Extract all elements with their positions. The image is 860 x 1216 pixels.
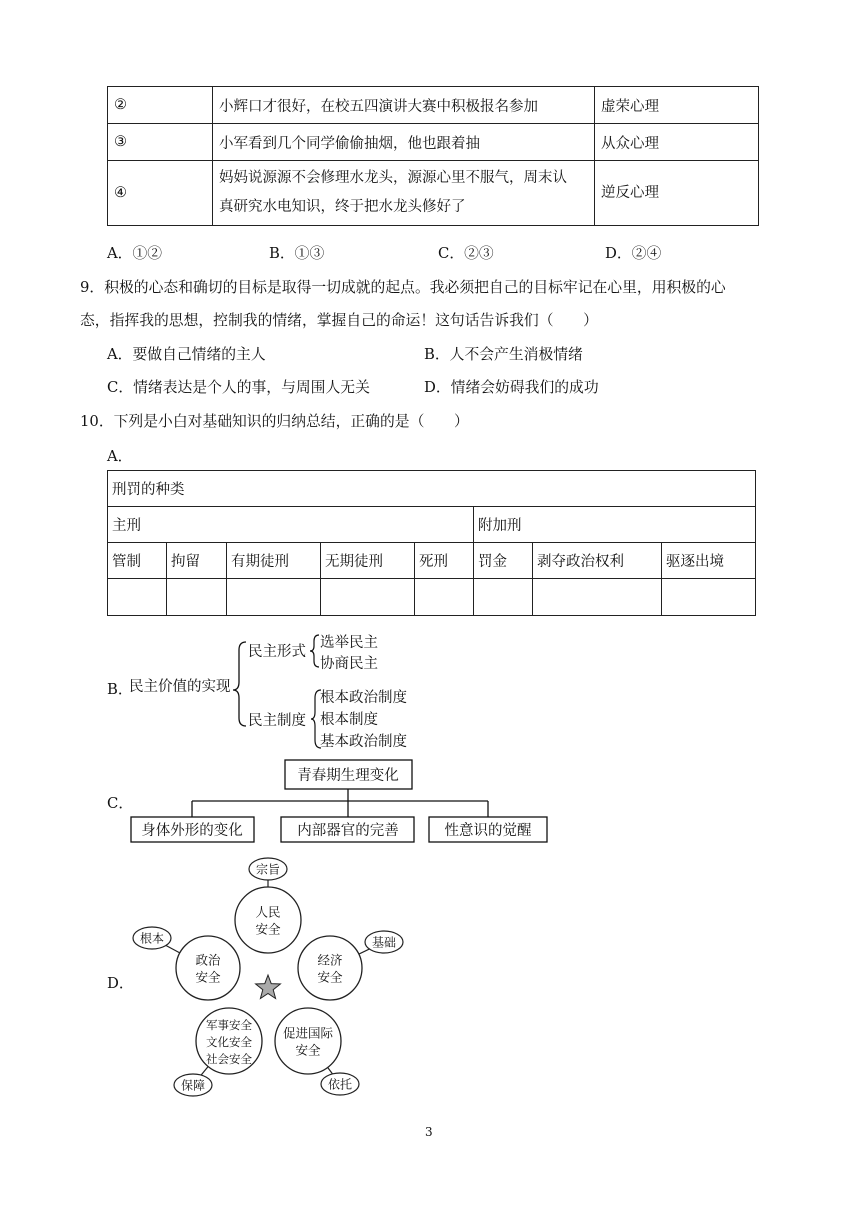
- table-row: [108, 87, 759, 124]
- q10-stem: 10．下列是小白对基础知识的归纳总结，正确的是（ ）: [80, 413, 469, 430]
- q9-option-d[interactable]: D．情绪会妨碍我们的成功: [424, 379, 599, 396]
- table-row: [108, 579, 756, 616]
- penalty-type: 罚金: [474, 543, 533, 579]
- brace-shape: [310, 635, 319, 667]
- empty-cell: [108, 579, 167, 616]
- q10-option-b-label[interactable]: B．: [107, 681, 133, 698]
- q9-option-b[interactable]: B．人不会产生消极情绪: [424, 346, 583, 363]
- q9-option-a[interactable]: A．要做自己情绪的主人: [107, 346, 266, 363]
- security-node-label: 社会安全: [206, 1052, 252, 1066]
- puberty-tree-diagram: [125, 756, 555, 846]
- penalty-type: 管制: [108, 543, 167, 579]
- democracy-form: 民主形式: [248, 644, 306, 660]
- row-number: ②: [108, 87, 213, 124]
- puberty-child: 内部器官的完善: [297, 823, 399, 839]
- security-star-diagram: [125, 852, 415, 1104]
- table-row: [108, 161, 759, 226]
- row-psych: 从众心理: [595, 124, 759, 161]
- page-number: 3: [425, 1125, 433, 1139]
- democracy-brace-diagram: [125, 630, 425, 754]
- row-number: ③: [108, 124, 213, 161]
- q9-stem-line: 9．积极的心态和确切的目标是取得一切成就的起点。我必须把自己的目标牢记在心里，用积极的心: [80, 279, 726, 296]
- puberty-child: 身体外形的变化: [141, 823, 243, 839]
- security-node-label: 安全: [317, 969, 343, 985]
- security-tag-label: 宗旨: [255, 862, 281, 877]
- main-penalty-header: 主刑: [108, 507, 474, 543]
- democracy-form-item: 选举民主: [320, 635, 378, 651]
- row-text-line: 真研究水电知识，终于把水龙头修好了: [219, 199, 466, 215]
- q8-option-d[interactable]: D．②④: [605, 245, 662, 262]
- q8-option-a[interactable]: A．①②: [107, 245, 163, 262]
- star-icon: [256, 975, 281, 999]
- row-number: ④: [108, 161, 213, 226]
- security-node-circle: [176, 936, 240, 1000]
- democracy-system: 民主制度: [248, 713, 306, 729]
- q8-option-c[interactable]: C．②③: [438, 245, 494, 262]
- row-psych: 虚荣心理: [595, 87, 759, 124]
- security-tag-label: 基础: [371, 935, 397, 950]
- security-node-label: 文化安全: [206, 1035, 252, 1049]
- security-node-label: 军事安全: [206, 1018, 252, 1032]
- security-node-label: 安全: [195, 969, 221, 985]
- q10-option-d-label[interactable]: D．: [107, 975, 134, 992]
- security-tag-label: 保障: [180, 1078, 206, 1093]
- security-node-circle: [235, 887, 301, 953]
- democracy-form-item: 协商民主: [320, 656, 378, 672]
- security-node-circle: [275, 1008, 341, 1074]
- empty-cell: [167, 579, 227, 616]
- row-text: 小军看到几个同学偷偷抽烟，他也跟着抽: [213, 124, 595, 161]
- puberty-child: 性意识的觉醒: [444, 823, 532, 839]
- democracy-root: 民主价值的实现: [129, 679, 231, 695]
- penalty-type: 拘留: [167, 543, 227, 579]
- brace-shape: [233, 642, 246, 726]
- puberty-root: 青春期生理变化: [297, 768, 399, 784]
- q9-option-c[interactable]: C．情绪表达是个人的事，与周围人无关: [107, 379, 370, 396]
- democracy-system-item: 根本制度: [320, 712, 378, 728]
- q10-option-c-label[interactable]: C．: [107, 795, 134, 812]
- penalty-type: 剥夺政治权利: [533, 543, 662, 579]
- security-node-label: 政治: [195, 952, 221, 968]
- q10-option-a-label[interactable]: A．: [107, 448, 133, 465]
- empty-cell: [662, 579, 756, 616]
- empty-cell: [321, 579, 415, 616]
- penalty-type: 无期徒刑: [321, 543, 415, 579]
- security-node-label: 促进国际: [282, 1025, 334, 1041]
- security-node-circle: [298, 936, 362, 1000]
- penalty-type: 死刑: [415, 543, 474, 579]
- row-text: 小辉口才很好，在校五四演讲大赛中积极报名参加: [213, 87, 595, 124]
- security-node-label: 安全: [295, 1042, 321, 1058]
- table-row: [108, 543, 756, 579]
- q9-stem-line: 态，指挥我的思想，控制我的情绪，掌握自己的命运！这句话告诉我们（ ）: [80, 312, 598, 329]
- security-tag-label: 依托: [327, 1077, 353, 1092]
- security-node-label: 人民: [255, 904, 281, 920]
- security-node-label: 安全: [255, 921, 281, 937]
- penalty-table: [107, 470, 756, 616]
- q8-option-b[interactable]: B．①③: [269, 245, 325, 262]
- empty-cell: [227, 579, 321, 616]
- security-tag-label: 根本: [139, 931, 165, 946]
- empty-cell: [474, 579, 533, 616]
- table-row: [108, 124, 759, 161]
- empty-cell: [415, 579, 474, 616]
- additional-penalty-header: 附加刑: [474, 507, 756, 543]
- penalty-type: 驱逐出境: [662, 543, 756, 579]
- row-psych: 逆反心理: [595, 161, 759, 226]
- penalty-table-title: 刑罚的种类: [108, 471, 756, 507]
- row-text-line: 妈妈说源源不会修理水龙头，源源心里不服气，周末认: [219, 170, 567, 186]
- empty-cell: [533, 579, 662, 616]
- democracy-system-item: 基本政治制度: [320, 734, 407, 750]
- democracy-system-item: 根本政治制度: [320, 690, 407, 706]
- psychology-table: [107, 86, 759, 226]
- row-text: [213, 161, 595, 226]
- penalty-type: 有期徒刑: [227, 543, 321, 579]
- security-node-label: 经济: [317, 952, 343, 968]
